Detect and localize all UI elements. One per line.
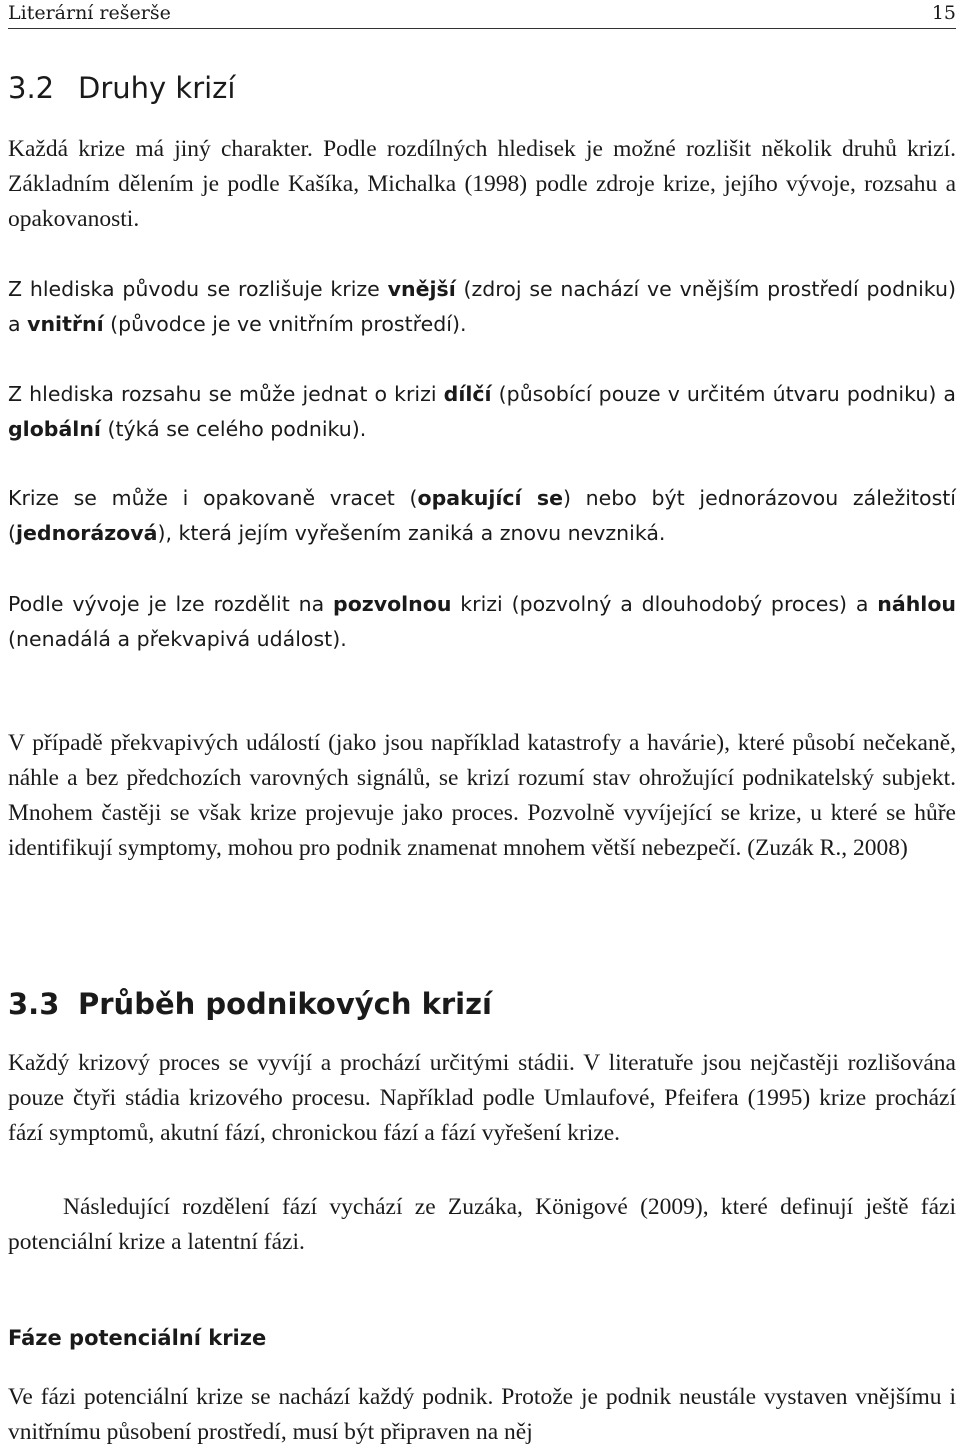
section-heading-3-3 <box>8 986 492 1022</box>
section-number: 3.3 <box>8 987 60 1021</box>
section-heading-3-2 <box>8 70 235 106</box>
running-header-title: Literární rešerše <box>8 2 171 24</box>
section-title: Druhy krizí <box>78 71 236 105</box>
bold-term: vnitřní <box>27 312 104 336</box>
paragraph: Z hlediska původu se rozlišuje krize vnější (zdroj se nachází ve vnějším prostředí podniku) a vnitřní (původce je ve vnitřním prostředí). <box>8 277 957 336</box>
paragraph: Každý krizový proces se vyvíjí a prochází určitými stádii. V literatuře jsou nejčastěji rozlišována pouze čtyři stádia krizového procesu. Například podle Umlaufové, Pfeifera (1995) krize prochází fází symptomů, akutní fází, chronickou fází a fází vyřešení krize. <box>8 1050 956 1146</box>
paragraph: V případě překvapivých událostí (jako jsou například katastrofy a havárie), které působí nečekaně, náhle a bez předchozích varovných signálů, se krizí rozumí stav ohrožující podnikatelský subjekt. Mnohem častěji se však krize projevuje jako proces. Pozvolně vyvíjející se krize, u které se hůře identifikují symptomy, mohou pro podnik znamenat mnohem větší nebezpečí. (Zuzák R., 2008) <box>8 730 956 861</box>
paragraph: Každá krize má jiný charakter. Podle rozdílných hledisek je možné rozlišit několik druhů krizí. Základním dělením je podle Kašíka, Michalka (1998) podle zdroje krize, jejího vývoje, rozsahu a opakovanosti. <box>8 136 956 232</box>
bold-term: pozvolnou <box>333 592 452 616</box>
bold-term: vnější <box>387 277 456 301</box>
paragraph: Ve fázi potenciální krize se nachází každý podnik. Protože je podnik neustále vystaven vnějšímu i vnitřnímu působení prostředí, musí být připraven na něj <box>8 1384 956 1445</box>
bold-term: náhlou <box>877 592 956 616</box>
section-number: 3.2 <box>8 71 55 105</box>
section-title: Průběh podnikových krizí <box>78 987 492 1021</box>
running-header <box>8 0 956 29</box>
bold-term: opakující se <box>417 486 563 510</box>
paragraph: Podle vývoje je lze rozdělit na pozvolnou krizi (pozvolný a dlouhodobý proces) a náhlou (nenadálá a překvapivá událost). <box>8 592 956 651</box>
bold-term: jednorázová <box>16 521 158 545</box>
paragraph: Následující rozdělení fází vychází ze Zuzáka, Königové (2009), které definují ještě fázi potenciální krize a latentní fázi. <box>8 1194 956 1255</box>
subsection-heading: Fáze potenciální krize <box>8 1326 267 1350</box>
bold-term: globální <box>8 417 101 441</box>
paragraph: Z hlediska rozsahu se může jednat o krizi dílčí (působící pouze v určitém útvaru podniku) a globální (týká se celého podniku). <box>8 382 956 441</box>
paragraph: Krize se může i opakovaně vracet (opakující se) nebo být jednorázovou záležitostí (jednorázová), která jejím vyřešením zaniká a znovu nevzniká. <box>8 486 956 545</box>
page-number: 15 <box>931 2 956 24</box>
bold-term: dílčí <box>443 382 492 406</box>
